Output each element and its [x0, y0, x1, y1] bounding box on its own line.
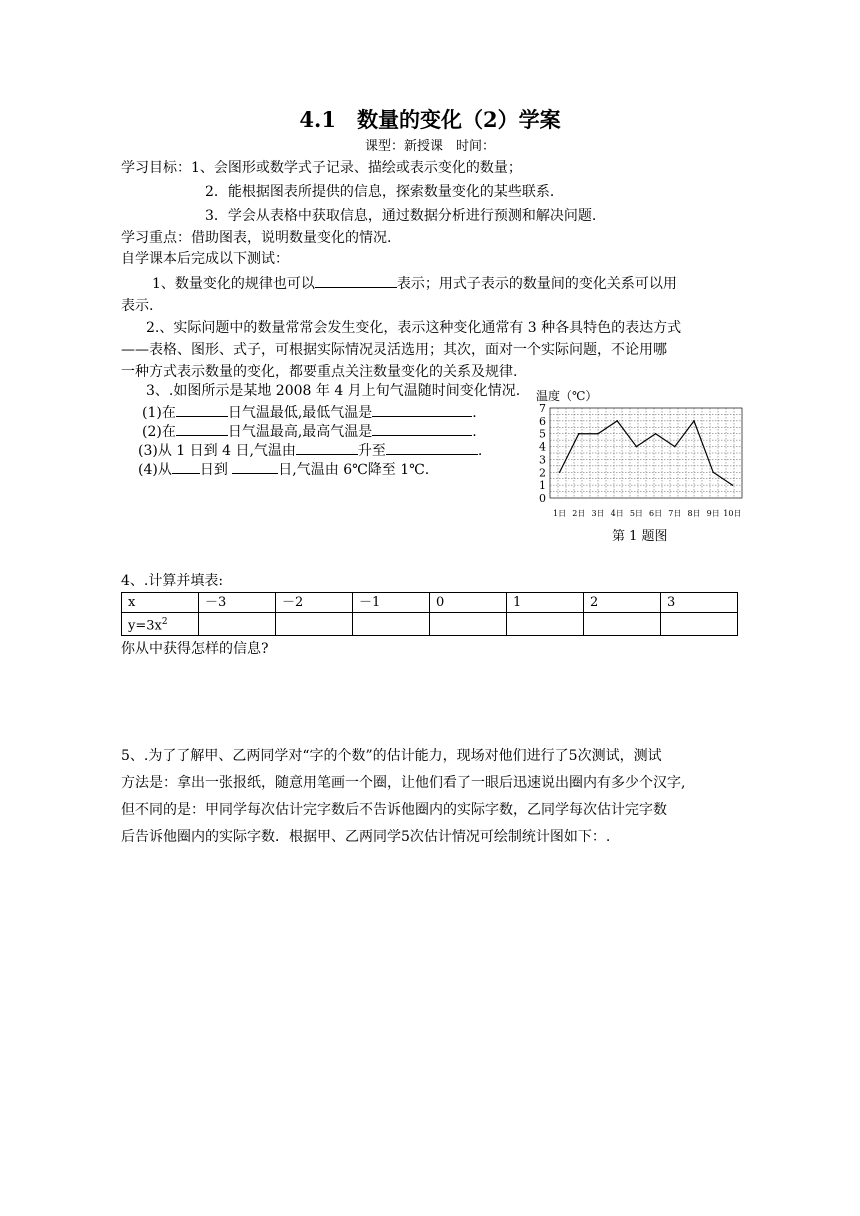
x-tick-label: 7日	[668, 509, 682, 518]
y-tick-label: 0	[539, 492, 546, 505]
data-point	[674, 446, 676, 448]
q1-blank[interactable]	[315, 273, 397, 288]
x-tick-label: 8日	[687, 509, 701, 518]
q3-blank-1a[interactable]	[176, 402, 228, 417]
q3-blank-4b[interactable]	[232, 459, 278, 474]
q3-intro: 3、.如图所示是某地 2008 年 4 月上旬气温随时间变化情况.	[146, 383, 521, 399]
question-1	[152, 273, 677, 293]
x-tick-label: 2日	[572, 509, 586, 518]
y-tick-label: 5	[539, 427, 546, 441]
q3-sub4-b: 日到	[199, 462, 233, 478]
table-input-cell[interactable]	[430, 613, 507, 636]
goal-item-1: 1、会图形或数学式子记录、描绘或表示变化的数量；	[191, 160, 522, 176]
data-point	[732, 484, 734, 486]
table-cell: －1	[353, 593, 430, 613]
q3-sub2-a: (2)在	[142, 424, 176, 440]
x-tick-label: 9日	[706, 509, 720, 518]
data-point	[712, 471, 714, 473]
q3-sub2-b: 日气温最高,最高气温是	[227, 424, 373, 440]
q5-line3: 但不同的是：甲同学每次估计完字数后不告诉他圈内的实际字数，乙同学每次估计完字数	[121, 802, 667, 818]
q1-text-b: 表示；用式子表示的数量间的变化关系可以用	[396, 276, 677, 292]
table-row	[122, 593, 738, 613]
y-exponent: 2	[161, 617, 168, 627]
table-input-cell[interactable]	[584, 613, 661, 636]
data-point	[693, 420, 695, 422]
q3-sub3-b: 升至	[357, 443, 386, 459]
q4-question: 你从中获得怎样的信息?	[121, 641, 269, 657]
table-cell: －2	[276, 593, 353, 613]
q3-sub2	[142, 421, 477, 441]
key-point: 学习重点：借助图表，说明数量变化的情况.	[121, 230, 392, 246]
y-tick-label: 4	[539, 440, 546, 454]
q3-sub1-c: .	[472, 405, 477, 421]
table-input-cell[interactable]	[507, 613, 584, 636]
q3-sub4-a: (4)从	[138, 462, 172, 478]
goals-line1	[121, 159, 522, 177]
q5-line1: 5、.为了了解甲、乙两同学对“字的个数”的估计能力，现场对他们进行了5次测试，测试	[121, 748, 662, 764]
y-tick-label: 6	[539, 414, 546, 428]
chart-xticks	[553, 509, 741, 518]
q3-sub4	[138, 459, 429, 479]
q3-blank-2a[interactable]	[176, 421, 228, 436]
data-point	[559, 471, 561, 473]
chart-ylabel: 温度（℃）	[536, 389, 598, 403]
q5-line4: 后告诉他圈内的实际字数．根据甲、乙两同学5次估计情况可绘制统计图如下：.	[121, 829, 611, 845]
chart-yticks	[539, 402, 546, 505]
table-cell: －3	[199, 593, 276, 613]
q3-sub3-a: (3)从 1 日到 4 日,气温由	[138, 443, 296, 459]
q5-line2: 方法是：拿出一张报纸，随意用笔画一个圈，让他们看了一眼后迅速说出圈内有多少个汉字,	[121, 775, 686, 791]
x-tick-label: 10日	[723, 509, 742, 518]
q3-sub1-b: 日气温最低,最低气温是	[227, 405, 373, 421]
q2-line2: ——表格、图形、式子，可根据实际情况灵活选用；其次，面对一个实际问题，不论用哪	[121, 342, 667, 358]
table-cell: 0	[430, 593, 507, 613]
chart-grid	[550, 408, 742, 498]
goal-item-2: 2．能根据图表所提供的信息，探索数量变化的某些联系．	[205, 184, 564, 200]
goal-item-3: 3．学会从表格中获取信息，通过数据分析进行预测和解决问题.	[205, 208, 597, 224]
q3-sub3	[138, 440, 482, 460]
y-tick-label: 1	[539, 479, 546, 493]
q3-sub1	[142, 402, 477, 422]
q3-sub3-c: .	[477, 443, 483, 459]
y-tick-label: 3	[539, 453, 546, 467]
x-tick-label: 3日	[591, 509, 605, 518]
q3-sub2-c: .	[472, 424, 477, 440]
y-label: y=3x	[128, 618, 162, 634]
data-point	[597, 433, 599, 435]
q4-title: 4、.计算并填表:	[121, 573, 224, 589]
calc-table	[121, 592, 738, 636]
table-cell: 1	[507, 593, 584, 613]
table-row	[122, 613, 738, 636]
q3-blank-4a[interactable]	[172, 459, 200, 474]
x-tick-label: 1日	[553, 509, 567, 518]
data-point	[655, 433, 657, 435]
table-input-cell[interactable]	[353, 613, 430, 636]
q3-blank-1b[interactable]	[372, 402, 472, 417]
table-cell: x	[122, 593, 199, 613]
goals-label: 学习目标：	[121, 160, 191, 176]
q1-text-c: 表示.	[121, 298, 154, 314]
table-cell: 3	[661, 593, 738, 613]
data-point	[636, 446, 638, 448]
q2-line1: 2.、实际问题中的数量常常会发生变化，表示这种变化通常有 3 种各具特色的表达方式	[146, 320, 682, 336]
page-title: 4.1 数量的变化（2）学案	[299, 107, 561, 132]
chart-caption: 第 1 题图	[612, 529, 668, 544]
q2-line3: 一种方式表示数量的变化，都要重点关注数量变化的关系及规律.	[121, 364, 518, 380]
q3-sub1-a: (1)在	[142, 405, 176, 421]
y-tick-label: 7	[539, 402, 546, 415]
q3-blank-3b[interactable]	[386, 440, 478, 455]
q1-text-a: 1、数量变化的规律也可以	[152, 276, 315, 292]
self-study: 自学课本后完成以下测试：	[121, 251, 289, 267]
subtitle: 课型：新授课 时间：	[364, 139, 495, 154]
table-cell	[122, 613, 199, 636]
data-point	[616, 420, 618, 422]
y-tick-label: 2	[539, 466, 546, 480]
table-cell: 2	[584, 593, 661, 613]
x-tick-label: 4日	[610, 509, 624, 518]
x-tick-label: 5日	[629, 509, 643, 518]
table-input-cell[interactable]	[276, 613, 353, 636]
q3-blank-2b[interactable]	[372, 421, 472, 436]
q3-blank-3a[interactable]	[296, 440, 358, 455]
table-input-cell[interactable]	[199, 613, 276, 636]
table-input-cell[interactable]	[661, 613, 738, 636]
data-point	[578, 433, 580, 435]
q3-sub4-c: 日,气温由 6℃降至 1℃.	[278, 462, 430, 478]
x-tick-label: 6日	[649, 509, 663, 518]
